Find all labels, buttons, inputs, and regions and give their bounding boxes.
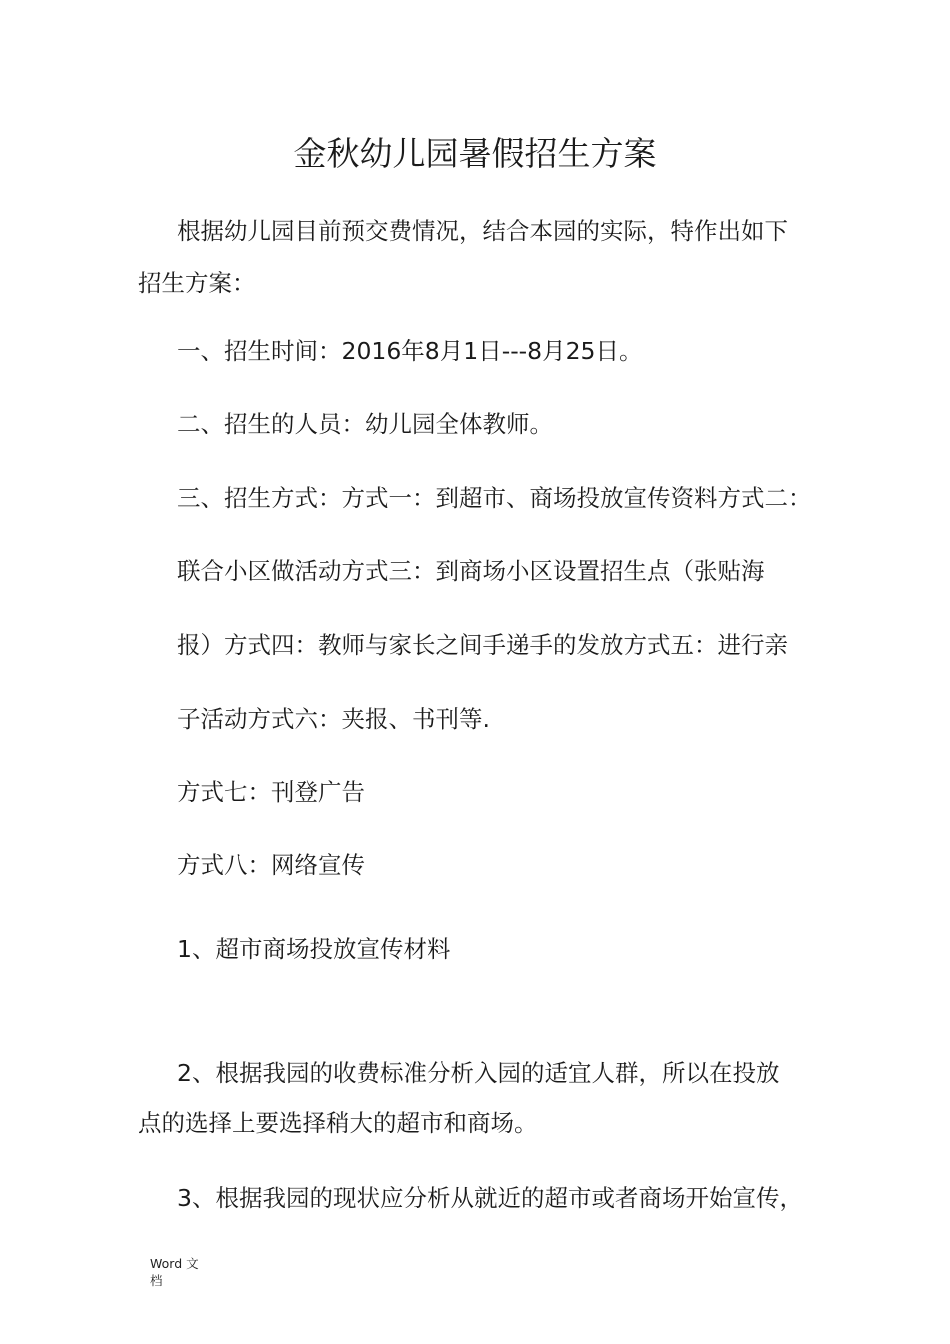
method-seven: 方式七：刊登广告	[177, 778, 365, 806]
item-recruit-methods-line-1: 三、招生方式：方式一：到超市、商场投放宣传资料方式二：	[177, 484, 812, 512]
footer-label-line-2: 档	[150, 1273, 163, 1288]
item-recruit-methods-line-2: 联合小区做活动方式三：到商场小区设置招生点（张贴海	[177, 557, 765, 585]
document-title: 金秋幼儿园暑假招生方案	[293, 134, 657, 173]
item-recruit-methods-line-3: 报）方式四：教师与家长之间手递手的发放方式五：进行亲	[177, 631, 788, 659]
item-recruit-time: 一、招生时间：2016年8月1日---8月25日。	[177, 337, 643, 365]
item-recruit-methods-line-4: 子活动方式六：夹报、书刊等.	[177, 705, 490, 733]
intro-line-1: 根据幼儿园目前预交费情况，结合本园的实际，特作出如下	[177, 217, 788, 245]
point-one: 1、超市商场投放宣传材料	[177, 935, 451, 963]
point-two-line-2: 点的选择上要选择稍大的超市和商场。	[138, 1109, 538, 1137]
item-recruit-staff: 二、招生的人员：幼儿园全体教师。	[177, 410, 553, 438]
intro-line-2: 招生方案：	[138, 269, 256, 297]
point-three-line-1: 3、根据我园的现状应分析从就近的超市或者商场开始宣传，	[177, 1184, 803, 1212]
point-two-line-1: 2、根据我园的收费标准分析入园的适宜人群，所以在投放	[177, 1059, 780, 1087]
method-eight: 方式八：网络宣传	[177, 851, 365, 879]
footer-label-line-1: Word 文	[150, 1256, 199, 1271]
